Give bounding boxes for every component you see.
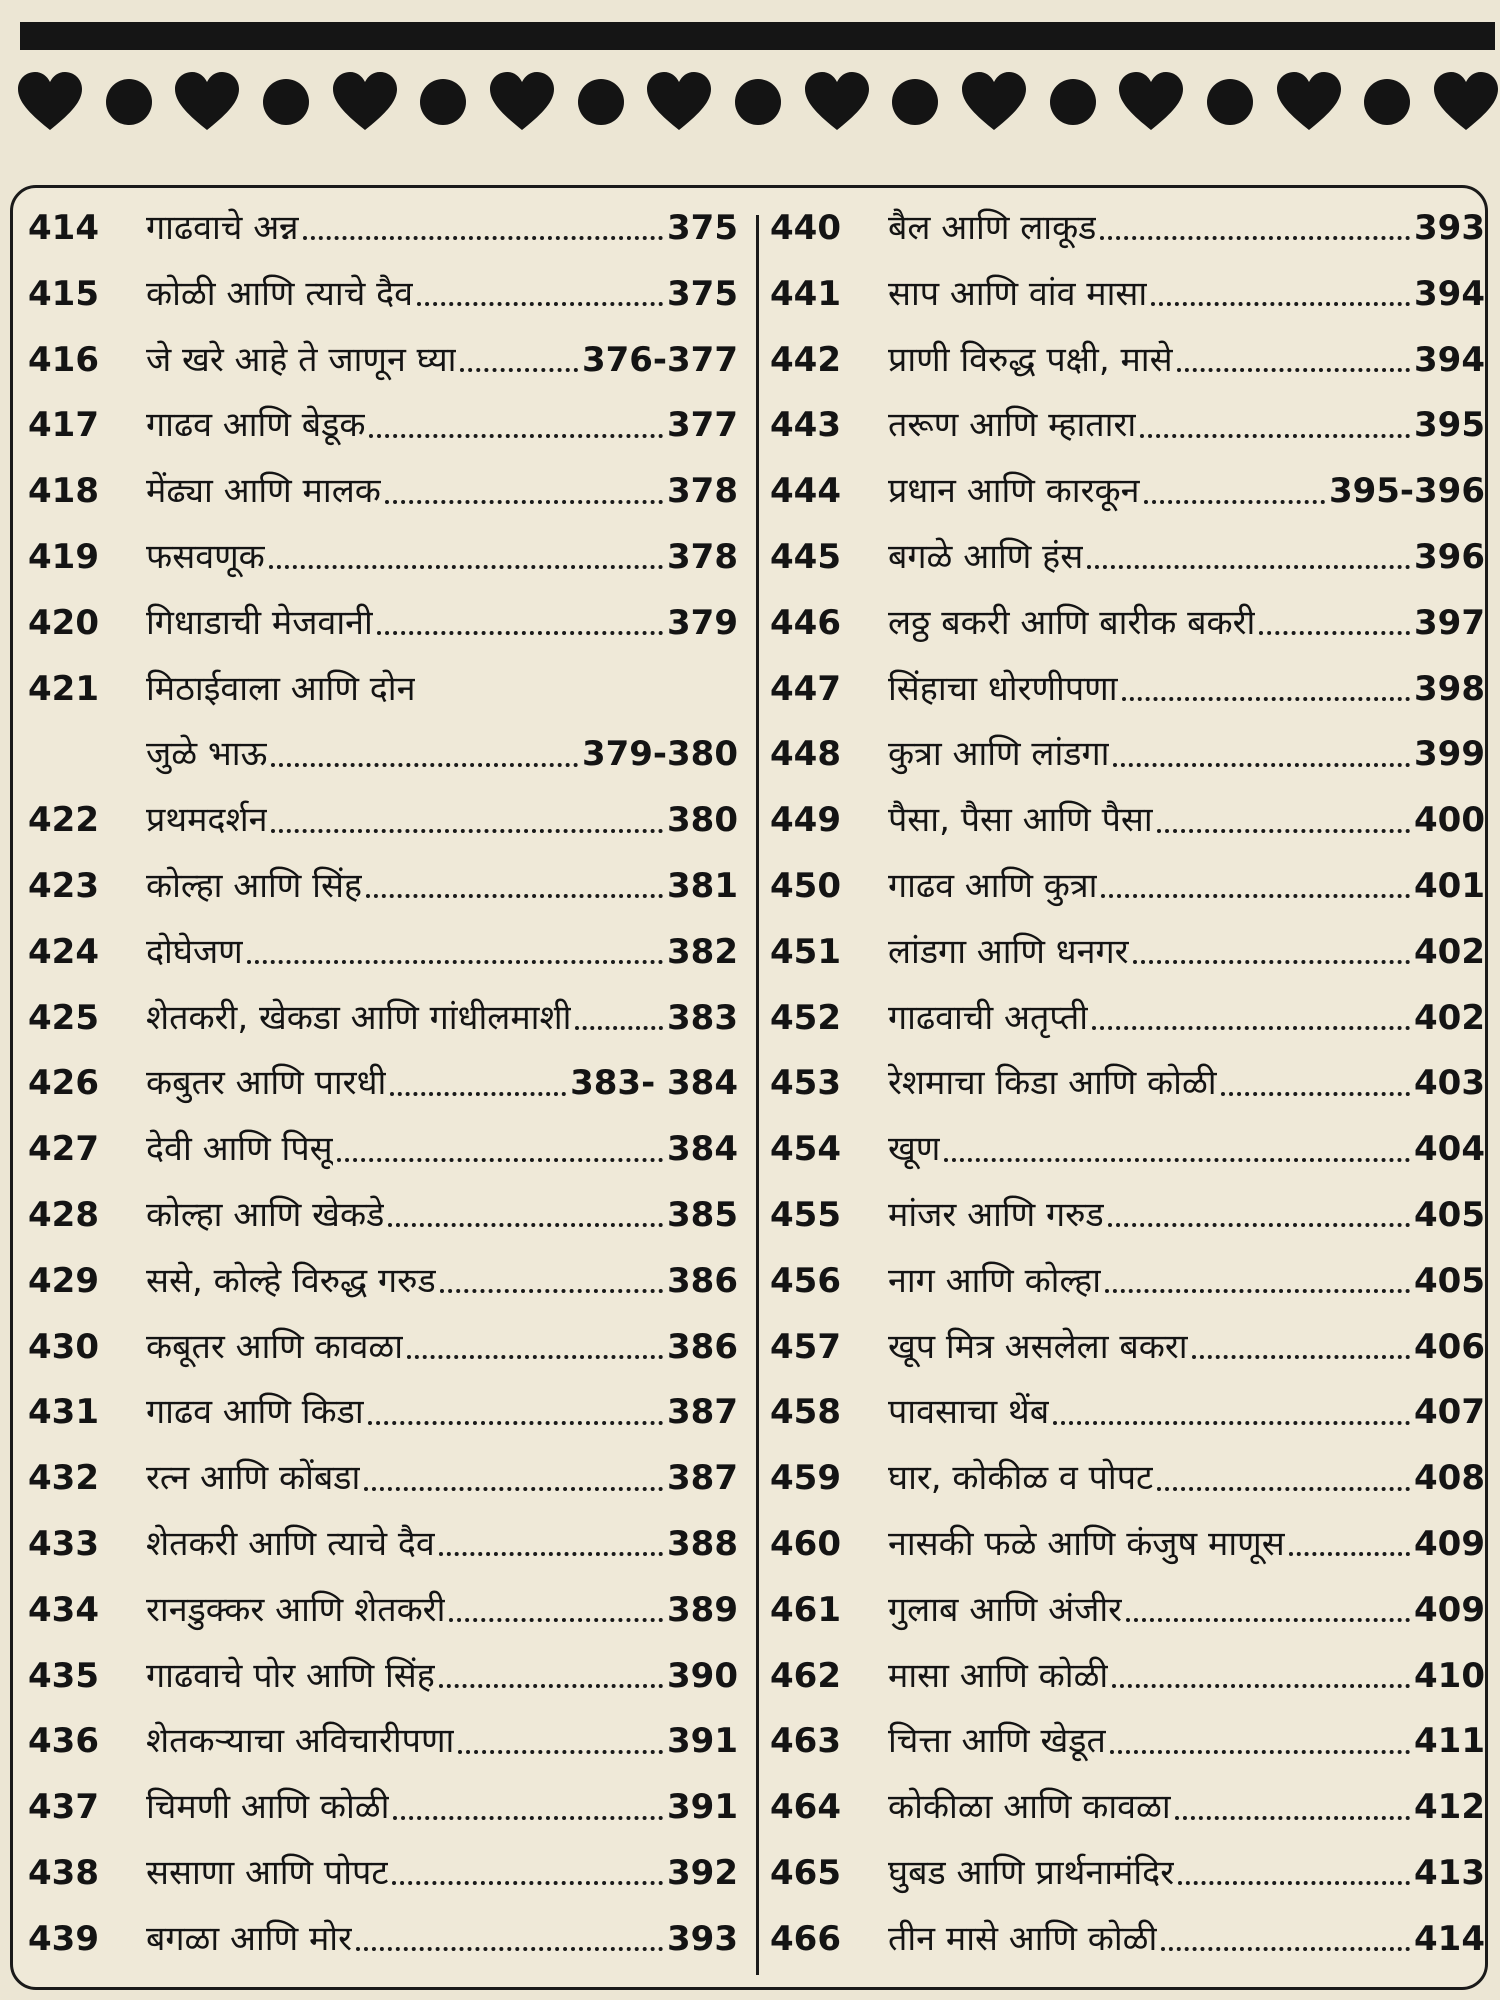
entry-page: 383: [667, 997, 738, 1038]
entry-page: 376-377: [581, 339, 738, 380]
dot-icon: [1050, 79, 1096, 125]
entry-title: सिंहाचा धोरणीपणा: [888, 668, 1118, 709]
entry-title: लांडगा आणि धनगर: [888, 931, 1129, 972]
toc-entry: [770, 722, 1485, 788]
toc-entry: [28, 1841, 738, 1907]
entry-number: 423: [28, 865, 99, 906]
entry-page: 412: [1414, 1787, 1485, 1828]
entry-title: मांजर आणि गरुड: [888, 1194, 1104, 1235]
toc-entry: [770, 1315, 1485, 1381]
entry-number: 456: [770, 1260, 841, 1301]
entry-title: तरूण आणि म्हातारा: [888, 405, 1137, 446]
entry-page: 396: [1414, 536, 1485, 577]
entry-number: 461: [770, 1589, 841, 1630]
toc-entry: [28, 1315, 738, 1381]
dot-leader: [1259, 630, 1410, 635]
entry-title: तीन मासे आणि कोळी: [888, 1918, 1158, 1959]
toc-entry: [770, 920, 1485, 986]
dot-leader: [1178, 1880, 1410, 1885]
toc-entry: [28, 1775, 738, 1841]
entry-number: 417: [28, 405, 99, 446]
entry-title: खूप मित्र असलेला बकरा: [888, 1326, 1188, 1367]
entry-page: 398: [1414, 668, 1485, 709]
heart-icon: [962, 70, 1026, 134]
entry-page: 407: [1414, 1392, 1485, 1433]
dot-leader: [1101, 893, 1410, 898]
toc-entry: [770, 459, 1485, 525]
toc-entry: [28, 722, 738, 788]
heart-icon: [1119, 70, 1183, 134]
entry-page: 388: [667, 1523, 738, 1564]
entry-page: 408: [1414, 1458, 1485, 1499]
dot-leader: [1087, 564, 1410, 569]
toc-entry: [28, 1051, 738, 1117]
dot-leader: [1053, 1420, 1410, 1425]
entry-page: 379: [667, 602, 738, 643]
dot-leader: [575, 1025, 663, 1030]
top-border-bar: [20, 22, 1495, 50]
toc-entry: [28, 1512, 738, 1578]
toc-entry: [770, 196, 1485, 262]
entry-number: 447: [770, 668, 841, 709]
entry-number: 462: [770, 1655, 841, 1696]
entry-title: शेतकरी आणि त्याचे दैव: [146, 1523, 435, 1564]
toc-entry: [28, 1709, 738, 1775]
entry-page: 409: [1414, 1589, 1485, 1630]
entry-title: साप आणि वांव मासा: [888, 273, 1148, 314]
entry-title: चिमणी आणि कोळी: [146, 1787, 390, 1828]
entry-title: मिठाईवाला आणि दोन: [146, 668, 416, 709]
toc-entry: [770, 1117, 1485, 1183]
toc-entry: [28, 393, 738, 459]
dot-icon: [106, 79, 152, 125]
dot-leader: [388, 1222, 663, 1227]
toc-entry: [28, 1907, 738, 1973]
entry-page: 386: [667, 1326, 738, 1367]
entry-page: 395-396: [1328, 471, 1485, 512]
entry-page: 378: [667, 536, 738, 577]
entry-page: 381: [667, 865, 738, 906]
entry-number: 431: [28, 1392, 99, 1433]
toc-entry: [28, 591, 738, 657]
entry-number: 449: [770, 800, 841, 841]
entry-title: प्रथमदर्शन: [146, 800, 268, 841]
entry-number: 451: [770, 931, 841, 972]
entry-title: प्रधान आणि कारकून: [888, 471, 1140, 512]
entry-title: नाग आणि कोल्हा: [888, 1260, 1102, 1301]
toc-entry: [770, 525, 1485, 591]
entry-number: 433: [28, 1523, 99, 1564]
entry-page: 403: [1414, 1063, 1485, 1104]
entry-page: 400: [1414, 800, 1485, 841]
toc-entry: [770, 1249, 1485, 1315]
toc-entry: [770, 393, 1485, 459]
entry-number: 416: [28, 339, 99, 380]
toc-entry: [770, 591, 1485, 657]
dot-leader: [944, 1157, 1410, 1162]
dot-leader: [1157, 1486, 1410, 1491]
toc-entry: [770, 854, 1485, 920]
entry-number: 422: [28, 800, 99, 841]
dot-leader: [303, 235, 663, 240]
dot-leader: [1126, 1617, 1410, 1622]
entry-title: पैसा, पैसा आणि पैसा: [888, 800, 1153, 841]
entry-page: 405: [1414, 1260, 1485, 1301]
entry-page: 390: [667, 1655, 738, 1696]
dot-icon: [892, 79, 938, 125]
toc-entry: [28, 1578, 738, 1644]
entry-page: 392: [667, 1852, 738, 1893]
entry-page: 389: [667, 1589, 738, 1630]
entry-number: 414: [28, 208, 99, 248]
dot-leader: [1192, 1354, 1410, 1359]
entry-title: नासकी फळे आणि कंजुष माणूस: [888, 1523, 1285, 1564]
entry-number: 454: [770, 1129, 841, 1170]
toc-entry: [28, 1117, 738, 1183]
dot-leader: [247, 959, 663, 964]
entry-page: 380: [667, 800, 738, 841]
entry-number: 440: [770, 208, 841, 248]
toc-entry: [28, 920, 738, 986]
entry-title: कबूतर आणि कावळा: [146, 1326, 404, 1367]
entry-number: 437: [28, 1787, 99, 1828]
dot-leader: [337, 1157, 663, 1162]
toc-entry: [770, 1446, 1485, 1512]
entry-title: गाढवाचे अन्न: [146, 208, 299, 248]
dot-leader: [1110, 1749, 1410, 1754]
heart-icon: [1277, 70, 1341, 134]
entry-number: 435: [28, 1655, 99, 1696]
entry-number: 439: [28, 1918, 99, 1959]
dot-leader: [1161, 1946, 1410, 1951]
entry-number: 466: [770, 1918, 841, 1959]
dot-leader: [440, 1288, 663, 1293]
heart-icon: [175, 70, 239, 134]
dot-icon: [263, 79, 309, 125]
dot-leader: [1289, 1551, 1410, 1556]
toc-entry: [28, 854, 738, 920]
entry-title: पावसाचा थेंब: [888, 1392, 1050, 1433]
entry-number: 446: [770, 602, 841, 643]
entry-title: लठ्ठ बकरी आणि बारीक बकरी: [888, 602, 1256, 643]
entry-title: कोल्हा आणि खेकडे: [146, 1194, 385, 1235]
toc-left-column: [28, 196, 738, 1973]
entry-title: रेशमाचा किडा आणि कोळी: [888, 1063, 1217, 1104]
entry-number: 457: [770, 1326, 841, 1367]
heart-icon: [490, 70, 554, 134]
entry-page: 387: [667, 1458, 738, 1499]
dot-leader: [1100, 235, 1410, 240]
entry-page: 410: [1414, 1655, 1485, 1696]
toc-entry: [28, 1249, 738, 1315]
entry-title: घार, कोकीळ व पोपट: [888, 1458, 1154, 1499]
entry-title: चित्ता आणि खेडूत: [888, 1721, 1106, 1762]
entry-number: 465: [770, 1852, 841, 1893]
entry-title: बगळे आणि हंस: [888, 536, 1084, 577]
entry-page: 378: [667, 471, 738, 512]
heart-icon: [1434, 70, 1498, 134]
entry-title: मासा आणि कोळी: [888, 1655, 1109, 1696]
toc-entry: [770, 1183, 1485, 1249]
dot-icon: [735, 79, 781, 125]
entry-page: 409: [1414, 1523, 1485, 1564]
entry-title: शेतकऱ्याचा अविचारीपणा: [146, 1721, 455, 1762]
entry-title: देवी आणि पिसू: [146, 1129, 333, 1170]
entry-title: जे खरे आहे ते जाणून घ्या: [146, 339, 457, 380]
dot-leader: [1140, 433, 1410, 438]
entry-number: 464: [770, 1787, 841, 1828]
dot-icon: [1207, 79, 1253, 125]
dot-leader: [356, 1946, 663, 1951]
entry-page: 383- 384: [570, 1063, 738, 1104]
entry-number: 443: [770, 405, 841, 446]
toc-entry: [770, 1775, 1485, 1841]
entry-number: 452: [770, 997, 841, 1038]
entry-title: बैल आणि लाकूड: [888, 208, 1097, 248]
toc-entry: [28, 196, 738, 262]
entry-page: 405: [1414, 1194, 1485, 1235]
toc-entry: [770, 1709, 1485, 1775]
entry-number: 436: [28, 1721, 99, 1762]
toc-entry: [28, 1380, 738, 1446]
entry-title: गाढवाचे पोर आणि सिंह: [146, 1655, 435, 1696]
entry-number: 420: [28, 602, 99, 643]
entry-page: 393: [1414, 208, 1485, 248]
toc-entry: [770, 1578, 1485, 1644]
heart-icon: [18, 70, 82, 134]
entry-number: 428: [28, 1194, 99, 1235]
dot-leader: [449, 1617, 663, 1622]
entry-title: घुबड आणि प्रार्थनामंदिर: [888, 1852, 1175, 1893]
entry-page: 385: [667, 1194, 738, 1235]
dot-icon: [578, 79, 624, 125]
entry-page: 399: [1414, 734, 1485, 775]
entry-number: 444: [770, 471, 841, 512]
entry-number: 421: [28, 668, 99, 709]
entry-number: 418: [28, 471, 99, 512]
toc-entry: [770, 657, 1485, 723]
toc-entry: [28, 788, 738, 854]
entry-title: प्राणी विरुद्ध पक्षी, मासे: [888, 339, 1173, 380]
entry-number: 441: [770, 273, 841, 314]
ornament-border: [18, 62, 1498, 142]
dot-leader: [392, 1880, 663, 1885]
entry-page: 413: [1414, 1852, 1485, 1893]
entry-title: फसवणूक: [146, 536, 265, 577]
toc-entry: [770, 1841, 1485, 1907]
entry-page: 375: [667, 208, 738, 248]
toc-right-column: [770, 196, 1485, 1973]
dot-leader: [1122, 696, 1410, 701]
dot-leader: [385, 499, 663, 504]
toc-entry: [28, 459, 738, 525]
dot-leader: [417, 301, 663, 306]
dot-leader: [1105, 1288, 1410, 1293]
toc-entry: [770, 1380, 1485, 1446]
heart-icon: [333, 70, 397, 134]
entry-number: 459: [770, 1458, 841, 1499]
toc-entry: [28, 1644, 738, 1710]
dot-leader: [369, 433, 663, 438]
dot-leader: [439, 1551, 663, 1556]
entry-page: 387: [667, 1392, 738, 1433]
dot-leader: [1221, 1091, 1410, 1096]
dot-leader: [364, 1486, 663, 1491]
dot-leader: [439, 1683, 663, 1688]
dot-leader: [1108, 1222, 1410, 1227]
entry-page: 384: [667, 1129, 738, 1170]
dot-leader: [390, 1091, 566, 1096]
entry-title: गिधाडाची मेजवानी: [146, 602, 373, 643]
dot-leader: [458, 1749, 663, 1754]
entry-title: शेतकरी, खेकडा आणि गांधीलमाशी: [146, 997, 572, 1038]
column-divider: [756, 215, 759, 1975]
entry-title: कोकीळा आणि कावळा: [888, 1787, 1171, 1828]
entry-page: 391: [667, 1721, 738, 1762]
entry-number: 450: [770, 865, 841, 906]
entry-title: कुत्रा आणि लांडगा: [888, 734, 1110, 775]
entry-page: 379-380: [581, 734, 738, 775]
entry-number: 427: [28, 1129, 99, 1170]
entry-number: 455: [770, 1194, 841, 1235]
entry-page: 382: [667, 931, 738, 972]
dot-leader: [407, 1354, 663, 1359]
entry-title: कबुतर आणि पारधी: [146, 1063, 387, 1104]
entry-number: 453: [770, 1063, 841, 1104]
entry-title: कोल्हा आणि सिंह: [146, 865, 363, 906]
dot-leader: [377, 630, 663, 635]
entry-number: 415: [28, 273, 99, 314]
entry-title: रानडुक्कर आणि शेतकरी: [146, 1589, 446, 1630]
entry-page: 375: [667, 273, 738, 314]
heart-icon: [647, 70, 711, 134]
toc-entry: [770, 1512, 1485, 1578]
dot-leader: [460, 367, 577, 372]
toc-entry: [770, 986, 1485, 1052]
entry-title: गाढवाची अतृप्ती: [888, 997, 1089, 1038]
entry-page: 397: [1414, 602, 1485, 643]
dot-leader: [1151, 301, 1410, 306]
entry-title: ससे, कोल्हे विरुद्ध गरुड: [146, 1260, 436, 1301]
entry-title: दोघेजण: [146, 931, 243, 972]
dot-leader: [368, 1420, 663, 1425]
toc-entry: [770, 1644, 1485, 1710]
toc-entry: [770, 1051, 1485, 1117]
entry-number: 432: [28, 1458, 99, 1499]
dot-leader: [1113, 762, 1410, 767]
entry-number: 429: [28, 1260, 99, 1301]
dot-leader: [1112, 1683, 1410, 1688]
toc-entry: [28, 986, 738, 1052]
toc-entry: [770, 262, 1485, 328]
entry-number: 445: [770, 536, 841, 577]
entry-page: 404: [1414, 1129, 1485, 1170]
dot-icon: [1364, 79, 1410, 125]
entry-page: 402: [1414, 931, 1485, 972]
entry-title: जुळे भाऊ: [146, 734, 268, 775]
entry-title: मेंढ्या आणि मालक: [146, 471, 381, 512]
dot-leader: [1092, 1025, 1410, 1030]
toc-entry: [28, 1446, 738, 1512]
entry-title: गुलाब आणि अंजीर: [888, 1589, 1123, 1630]
entry-page: 406: [1414, 1326, 1485, 1367]
dot-leader: [1175, 1815, 1410, 1820]
entry-page: 395: [1414, 405, 1485, 446]
heart-icon: [805, 70, 869, 134]
entry-number: 458: [770, 1392, 841, 1433]
entry-title: रत्न आणि कोंबडा: [146, 1458, 361, 1499]
entry-number: 438: [28, 1852, 99, 1893]
dot-leader: [393, 1815, 663, 1820]
entry-page: 394: [1414, 339, 1485, 380]
entry-page: 401: [1414, 865, 1485, 906]
entry-page: 411: [1414, 1721, 1485, 1762]
toc-entry: [28, 1183, 738, 1249]
entry-page: 391: [667, 1787, 738, 1828]
entry-page: 393: [667, 1918, 738, 1959]
entry-number: 463: [770, 1721, 841, 1762]
toc-entry: [28, 262, 738, 328]
entry-number: 419: [28, 536, 99, 577]
entry-number: 442: [770, 339, 841, 380]
dot-leader: [269, 564, 663, 569]
dot-leader: [271, 762, 578, 767]
entry-number: 430: [28, 1326, 99, 1367]
dot-leader: [1157, 828, 1410, 833]
dot-leader: [366, 893, 663, 898]
entry-title: गाढव आणि कुत्रा: [888, 865, 1098, 906]
dot-leader: [1133, 959, 1410, 964]
entry-page: 414: [1414, 1918, 1485, 1959]
entry-page: 386: [667, 1260, 738, 1301]
entry-number: 426: [28, 1063, 99, 1104]
toc-entry: [28, 525, 738, 591]
toc-entry: [770, 1907, 1485, 1973]
entry-title: खूण: [888, 1129, 941, 1170]
entry-title: गाढव आणि किडा: [146, 1392, 364, 1433]
toc-entry: [770, 788, 1485, 854]
toc-entry: [770, 328, 1485, 394]
entry-number: 434: [28, 1589, 99, 1630]
dot-leader: [1177, 367, 1410, 372]
entry-title: बगळा आणि मोर: [146, 1918, 352, 1959]
dot-leader: [271, 828, 663, 833]
entry-page: 377: [667, 405, 738, 446]
entry-number: 424: [28, 931, 99, 972]
entry-page: 402: [1414, 997, 1485, 1038]
entry-title: ससाणा आणि पोपट: [146, 1852, 389, 1893]
entry-title: कोळी आणि त्याचे दैव: [146, 273, 414, 314]
entry-page: 394: [1414, 273, 1485, 314]
dot-leader: [1144, 499, 1325, 504]
toc-entry: [28, 657, 738, 723]
entry-number: 448: [770, 734, 841, 775]
entry-title: गाढव आणि बेडूक: [146, 405, 366, 446]
dot-icon: [420, 79, 466, 125]
toc-entry: [28, 328, 738, 394]
entry-number: 425: [28, 997, 99, 1038]
entry-number: 460: [770, 1523, 841, 1564]
